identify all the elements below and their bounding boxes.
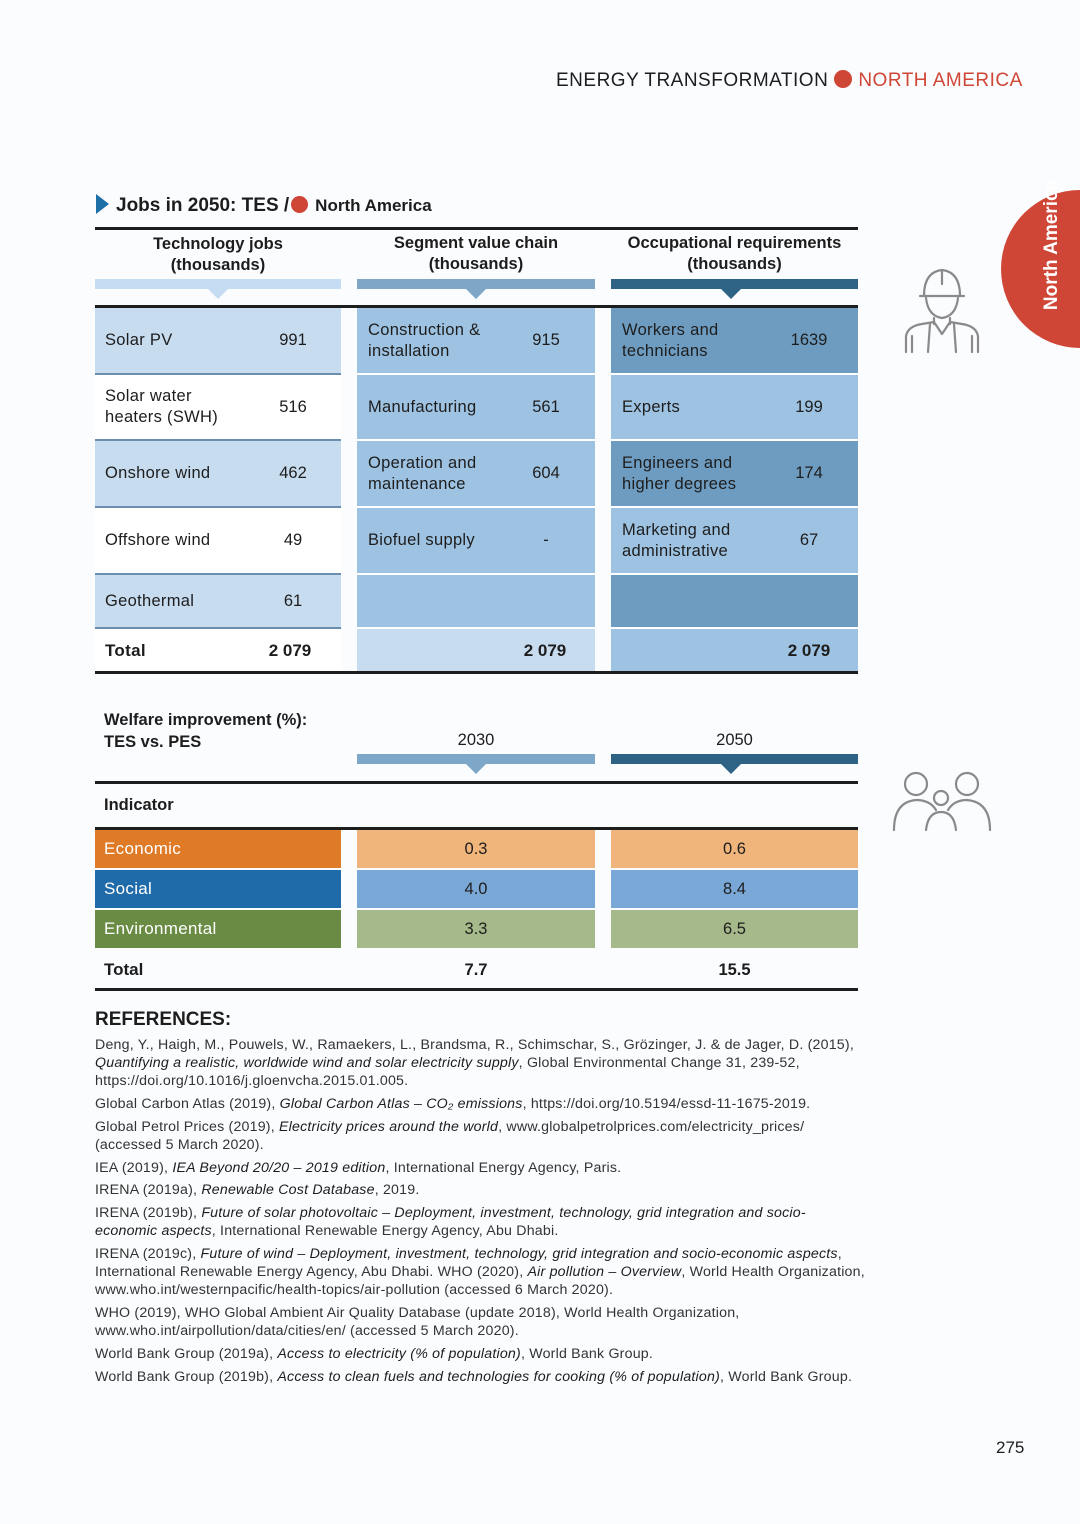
table-row: [357, 375, 595, 439]
col-header-line2: (thousands): [687, 255, 782, 273]
row-value: 61: [283, 591, 303, 610]
welfare-title: [104, 709, 307, 753]
row-divider: [95, 627, 341, 629]
band-segment: [357, 279, 595, 289]
row-divider: [611, 506, 858, 508]
row-value: 174: [795, 464, 823, 482]
row-label: Operation and maintenance: [368, 453, 477, 493]
welfare-bottom-rule: [95, 988, 858, 991]
total-row: [611, 629, 858, 671]
col-header-occupational: [611, 233, 858, 275]
table-row: [95, 441, 341, 506]
row-divider: [95, 506, 341, 508]
table-row: [611, 508, 858, 573]
row-value: 199: [795, 397, 823, 416]
page-number: 275: [996, 1438, 1025, 1457]
table-row: [95, 375, 341, 439]
col-header-line2: (thousands): [428, 255, 524, 273]
band-2050: [611, 754, 858, 764]
running-header: [556, 70, 1023, 92]
row-label: Solar water heaters (SWH): [105, 387, 219, 426]
title-main: Jobs in 2050: TES /: [116, 195, 290, 216]
total-label: Total: [105, 640, 146, 660]
row-value: 991: [279, 331, 307, 349]
row-label: Solar PV: [105, 331, 173, 349]
social-2050: 8.4: [611, 870, 858, 908]
total-row: [95, 629, 341, 671]
chevron-down-icon: [721, 764, 741, 774]
table-row: [611, 441, 858, 506]
references-list: [95, 1036, 865, 1390]
welfare-top-rule: [95, 781, 858, 784]
row-value: 1639: [790, 331, 828, 349]
row-divider: [357, 506, 595, 508]
people-icon: [890, 768, 994, 834]
empty-cell: [611, 575, 858, 627]
row-divider: [611, 627, 858, 629]
side-tab-label: North America: [1041, 179, 1062, 311]
total-row: [357, 629, 595, 671]
row-value: 49: [283, 531, 303, 549]
row-divider: [611, 439, 858, 441]
row-label: Offshore wind: [105, 531, 211, 549]
title-region: North America: [315, 196, 432, 215]
environmental-2030: 3.3: [357, 910, 595, 948]
red-dot-icon: [291, 196, 308, 213]
table-row: [611, 375, 858, 439]
reference-item: World Bank Group (2019a), Access to electricity (% of population), World Bank Group.: [95, 1346, 654, 1363]
red-dot-icon: [834, 70, 852, 88]
social-2030: 4.0: [357, 870, 595, 908]
table-row: [357, 508, 595, 573]
worker-icon: [900, 266, 984, 356]
total-value: 2 079: [268, 640, 312, 660]
col-header-line2: (thousands): [170, 256, 266, 274]
chevron-down-icon: [466, 289, 486, 299]
table-row: [95, 575, 341, 627]
table-row: [611, 308, 858, 373]
band-2030: [357, 754, 595, 764]
indicator-social: Social: [95, 870, 341, 908]
header-region: NORTH AMERICA: [858, 70, 1023, 91]
table-title: [96, 194, 432, 217]
triangle-marker-icon: [96, 194, 109, 214]
table-top-rule: [95, 227, 858, 230]
row-divider: [357, 439, 595, 441]
row-label: Workers and technicians: [622, 320, 719, 360]
row-divider: [95, 573, 341, 575]
total-value: 2 079: [523, 640, 567, 660]
row-value: 604: [532, 464, 560, 482]
reference-item: Deng, Y., Haigh, M., Pouwels, W., Ramaekers, L., Brandsma, R., Schimschar, S., Grözinger, J. & de Jager, D. (2015), Quantifying a realistic, worldwide wind and solar electricity supply, Global Environmental Change 31, 239-52, https://doi.org/10.1016/j.gloenvcha.2015.01.005.: [95, 1037, 854, 1090]
year-2050-header: 2050: [716, 731, 753, 749]
reference-item: IEA (2019), IEA Beyond 20/20 – 2019 edition, International Energy Agency, Paris.: [95, 1159, 622, 1176]
row-divider: [357, 573, 595, 575]
row-divider: [357, 627, 595, 629]
reference-item: IRENA (2019c), Future of wind – Deployment, investment, technology, grid integration and socio-economic aspects, International Renewable Energy Agency, Abu Dhabi. WHO (2020), Air pollution – Overview, World Health Organization, www.who.int/westernpacific/health-topics/air-pollution (accessed 6 March 2020).: [95, 1246, 865, 1299]
col-header-line1: Segment value chain: [393, 234, 559, 252]
col-header-line1: Technology jobs: [153, 235, 283, 253]
row-label: Engineers and higher degrees: [622, 453, 737, 493]
chevron-down-icon: [208, 289, 228, 299]
reference-item: WHO (2019), WHO Global Ambient Air Quality Database (update 2018), World Health Organization, www.who.int/airpollution/data/cities/en/ (accessed 5 March 2020).: [95, 1305, 740, 1340]
col-header-segment: [357, 233, 595, 275]
reference-item: World Bank Group (2019b), Access to clean fuels and technologies for cooking (% of population), World Bank Group.: [95, 1368, 853, 1385]
table-row: [95, 308, 341, 373]
row-value: 516: [279, 397, 307, 416]
row-divider: [95, 439, 341, 441]
row-value: 462: [279, 464, 307, 482]
welfare-total-2030: 7.7: [464, 960, 488, 979]
chevron-down-icon: [466, 764, 486, 774]
reference-item: Global Petrol Prices (2019), Electricity prices around the world, www.globalpetrolprices.com/electricity_prices/ (accessed 5 March 2020).: [95, 1118, 805, 1154]
chevron-down-icon: [721, 289, 741, 299]
row-value: 67: [799, 531, 819, 549]
row-label: Marketing and administrative: [622, 520, 731, 560]
indicator-economic: Economic: [95, 830, 341, 868]
reference-item: IRENA (2019b), Future of solar photovoltaic – Deployment, investment, technology, grid integration and socio-economic aspects, International Renewable Energy Agency, Abu Dhabi.: [95, 1205, 806, 1240]
references-heading: REFERENCES:: [95, 1009, 232, 1030]
row-label: Onshore wind: [105, 464, 211, 482]
header-section: ENERGY TRANSFORMATION: [556, 70, 829, 91]
welfare-total-label: Total: [104, 960, 144, 979]
row-label: Experts: [622, 397, 681, 416]
year-2030-header: 2030: [457, 731, 495, 749]
welfare-title-line2: TES vs. PES: [104, 733, 202, 751]
row-label: Manufacturing: [368, 397, 477, 416]
col-header-line1: Occupational requirements: [627, 234, 842, 252]
row-value: 561: [532, 397, 560, 416]
side-tab-label-wrap: [1032, 178, 1072, 312]
table-row: [357, 308, 595, 373]
economic-2050: 0.6: [611, 830, 858, 868]
row-divider: [611, 573, 858, 575]
table-row: [357, 441, 595, 506]
row-label: Biofuel supply: [368, 531, 475, 549]
table-row: [95, 508, 341, 573]
reference-item: Global Carbon Atlas (2019), Global Carbon Atlas – CO₂ emissions, https://doi.org/10.5194/essd-11-1675-2019.: [95, 1096, 811, 1113]
row-label: Construction & installation: [368, 320, 481, 360]
row-label: Geothermal: [105, 591, 195, 610]
col-header-technology: [95, 234, 341, 276]
row-value: 915: [532, 331, 560, 349]
welfare-title-line1: Welfare improvement (%):: [104, 711, 308, 729]
band-technology: [95, 279, 341, 289]
environmental-2050: 6.5: [611, 910, 858, 948]
indicator-environmental: Environmental: [95, 910, 341, 948]
band-occupational: [611, 279, 858, 289]
row-value: -: [543, 531, 549, 549]
row-divider: [95, 373, 341, 375]
welfare-total-2050: 15.5: [718, 960, 751, 979]
total-value: 2 079: [787, 640, 831, 660]
reference-item: IRENA (2019a), Renewable Cost Database, 2019.: [95, 1182, 420, 1199]
indicator-label: Indicator: [104, 796, 174, 814]
row-divider: [611, 373, 858, 375]
economic-2030: 0.3: [357, 830, 595, 868]
table-bottom-rule: [95, 671, 858, 674]
row-divider: [357, 373, 595, 375]
